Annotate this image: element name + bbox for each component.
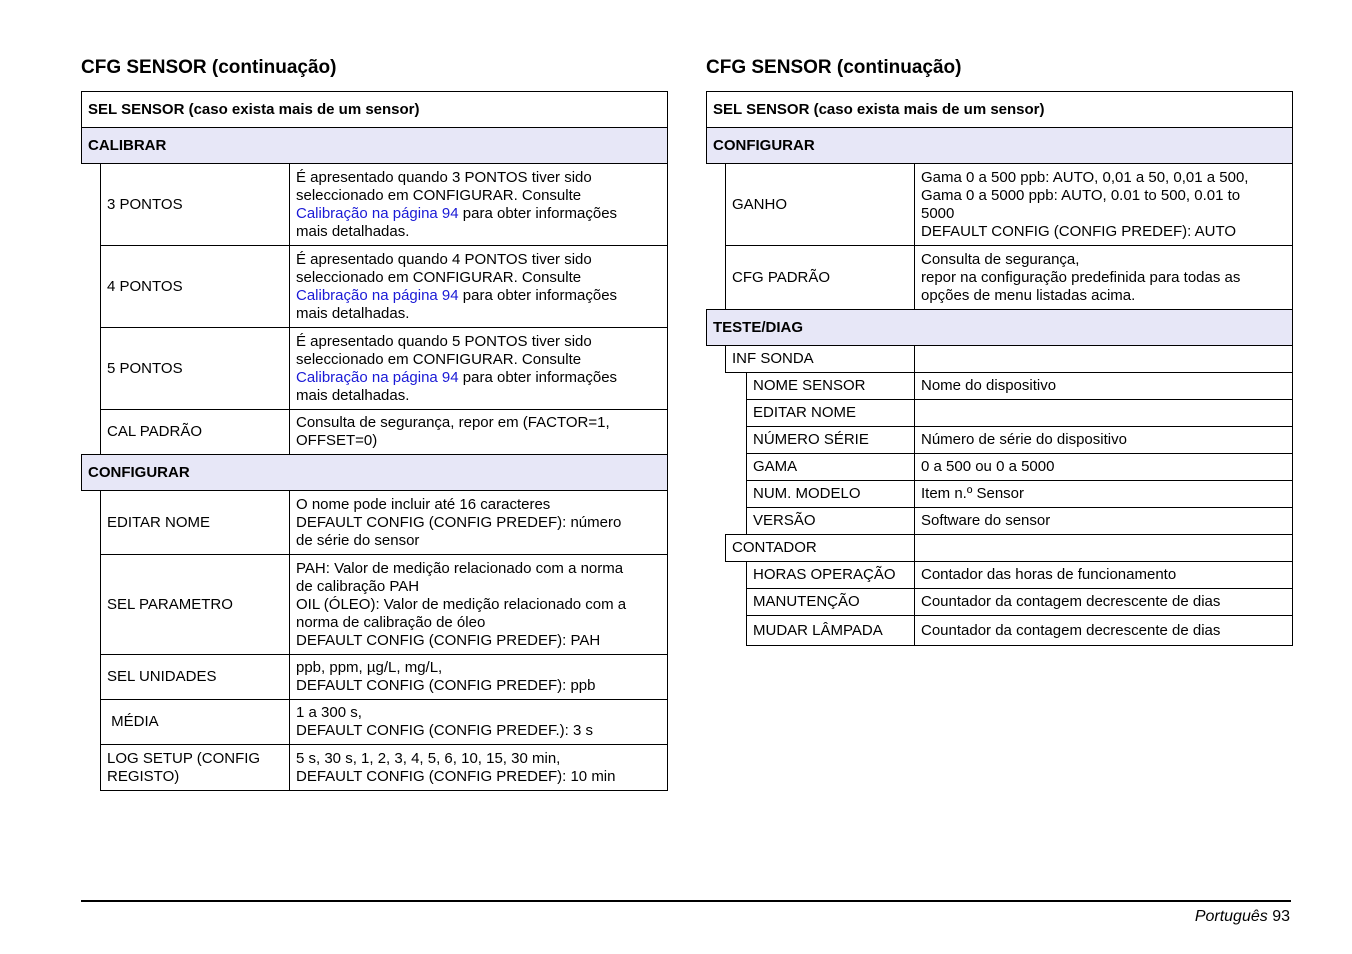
table-row-description: 5 s, 30 s, 1, 2, 3, 4, 5, 6, 10, 15, 30 min, DEFAULT CONFIG (CONFIG PREDEF): 10 min [289, 744, 668, 791]
table-row-label: NÚMERO SÉRIE [746, 426, 915, 454]
calibration-page-link[interactable]: Calibração na página 94 [296, 286, 459, 304]
group-header-teste-diag: TESTE/DIAG [706, 309, 1293, 346]
table-row-description: Countador da contagem decrescente de dias [914, 588, 1293, 616]
page-footer [1195, 908, 1290, 926]
footer-language: Português [1194, 908, 1268, 925]
table-row-description: Gama 0 a 500 ppb: AUTO, 0,01 a 50, 0,01 a 500, Gama 0 a 5000 ppb: AUTO, 0.01 to 500, 0.01 to 5000 DEFAULT CONFIG (CONFIG PREDEF): AUTO [914, 163, 1293, 246]
calibration-page-link[interactable]: Calibração na página 94 [296, 368, 459, 386]
table-row-label: VERSÃO [746, 507, 915, 535]
table-row-label: CAL PADRÃO [100, 409, 290, 455]
table-row-description: É apresentado quando 4 PONTOS tiver sido seleccionado em CONFIGURAR. Consulte Calibração na página 94 para obter informações mais detalhadas. [289, 245, 668, 328]
footer-divider [81, 900, 1291, 902]
table-row-description: Consulta de segurança, repor na configuração predefinida para todas as opções de menu listadas acima. [914, 245, 1293, 310]
table-row-label: HORAS OPERAÇÃO [746, 561, 915, 589]
table-header-sel-sensor: SEL SENSOR (caso exista mais de um sensor) [81, 91, 668, 128]
table-row-label: SEL PARAMETRO [100, 554, 290, 655]
table-row-description: Software do sensor [914, 507, 1293, 535]
table-row-label: LOG SETUP (CONFIG REGISTO) [100, 744, 290, 791]
group-header-configurar: CONFIGURAR [706, 127, 1293, 164]
table-row-description: Consulta de segurança, repor em (FACTOR=1, OFFSET=0) [289, 409, 668, 455]
section-heading: CFG SENSOR (continuação) [706, 57, 962, 78]
table-row-description [914, 399, 1293, 427]
table-row-description: Número de série do dispositivo [914, 426, 1293, 454]
table-row-label: NOME SENSOR [746, 372, 915, 400]
table-row-label: MANUTENÇÃO [746, 588, 915, 616]
table-row-description: Nome do dispositivo [914, 372, 1293, 400]
table-row-label: SEL UNIDADES [100, 654, 290, 700]
table-row-description: PAH: Valor de medição relacionado com a norma de calibração PAH OIL (ÓLEO): Valor de medição relacionado com a norma de calibração de óleo DEFAULT CONFIG (CONFIG PREDEF): PAH [289, 554, 668, 655]
table-row-label: INF SONDA [725, 345, 915, 373]
section-heading: CFG SENSOR (continuação) [81, 57, 337, 78]
table-row-description: O nome pode incluir até 16 caracteres DEFAULT CONFIG (CONFIG PREDEF): número de série do sensor [289, 490, 668, 555]
table-row-label: 4 PONTOS [100, 245, 290, 328]
calibration-page-link[interactable]: Calibração na página 94 [296, 204, 459, 222]
table-row-description: Contador das horas de funcionamento [914, 561, 1293, 589]
table-row-description [914, 345, 1293, 373]
page-number: 93 [1272, 908, 1290, 925]
table-row-label: MUDAR LÂMPADA [746, 615, 915, 646]
table-row-label: 3 PONTOS [100, 163, 290, 246]
table-row-label: NUM. MODELO [746, 480, 915, 508]
table-row-description: 1 a 300 s, DEFAULT CONFIG (CONFIG PREDEF.): 3 s [289, 699, 668, 745]
table-row-description: 0 a 500 ou 0 a 5000 [914, 453, 1293, 481]
table-row-label: CONTADOR [725, 534, 915, 562]
table-row-description: Countador da contagem decrescente de dias [914, 615, 1293, 646]
group-header-calibrar: CALIBRAR [81, 127, 668, 164]
table-row-description [914, 534, 1293, 562]
table-row-description: ppb, ppm, µg/L, mg/L, DEFAULT CONFIG (CONFIG PREDEF): ppb [289, 654, 668, 700]
table-row-label: GAMA [746, 453, 915, 481]
table-row-label: CFG PADRÃO [725, 245, 915, 310]
table-row-label: EDITAR NOME [746, 399, 915, 427]
table-header-sel-sensor: SEL SENSOR (caso exista mais de um sensor) [706, 91, 1293, 128]
table-row-label: GANHO [725, 163, 915, 246]
table-row-description: É apresentado quando 3 PONTOS tiver sido seleccionado em CONFIGURAR. Consulte Calibração na página 94 para obter informações mais detalhadas. [289, 163, 668, 246]
group-header-configurar: CONFIGURAR [81, 454, 668, 491]
table-row-description: É apresentado quando 5 PONTOS tiver sido seleccionado em CONFIGURAR. Consulte Calibração na página 94 para obter informações mais detalhadas. [289, 327, 668, 410]
table-row-label: EDITAR NOME [100, 490, 290, 555]
table-row-label: MÉDIA [100, 699, 290, 745]
table-row-description: Item n.º Sensor [914, 480, 1293, 508]
table-row-label: 5 PONTOS [100, 327, 290, 410]
